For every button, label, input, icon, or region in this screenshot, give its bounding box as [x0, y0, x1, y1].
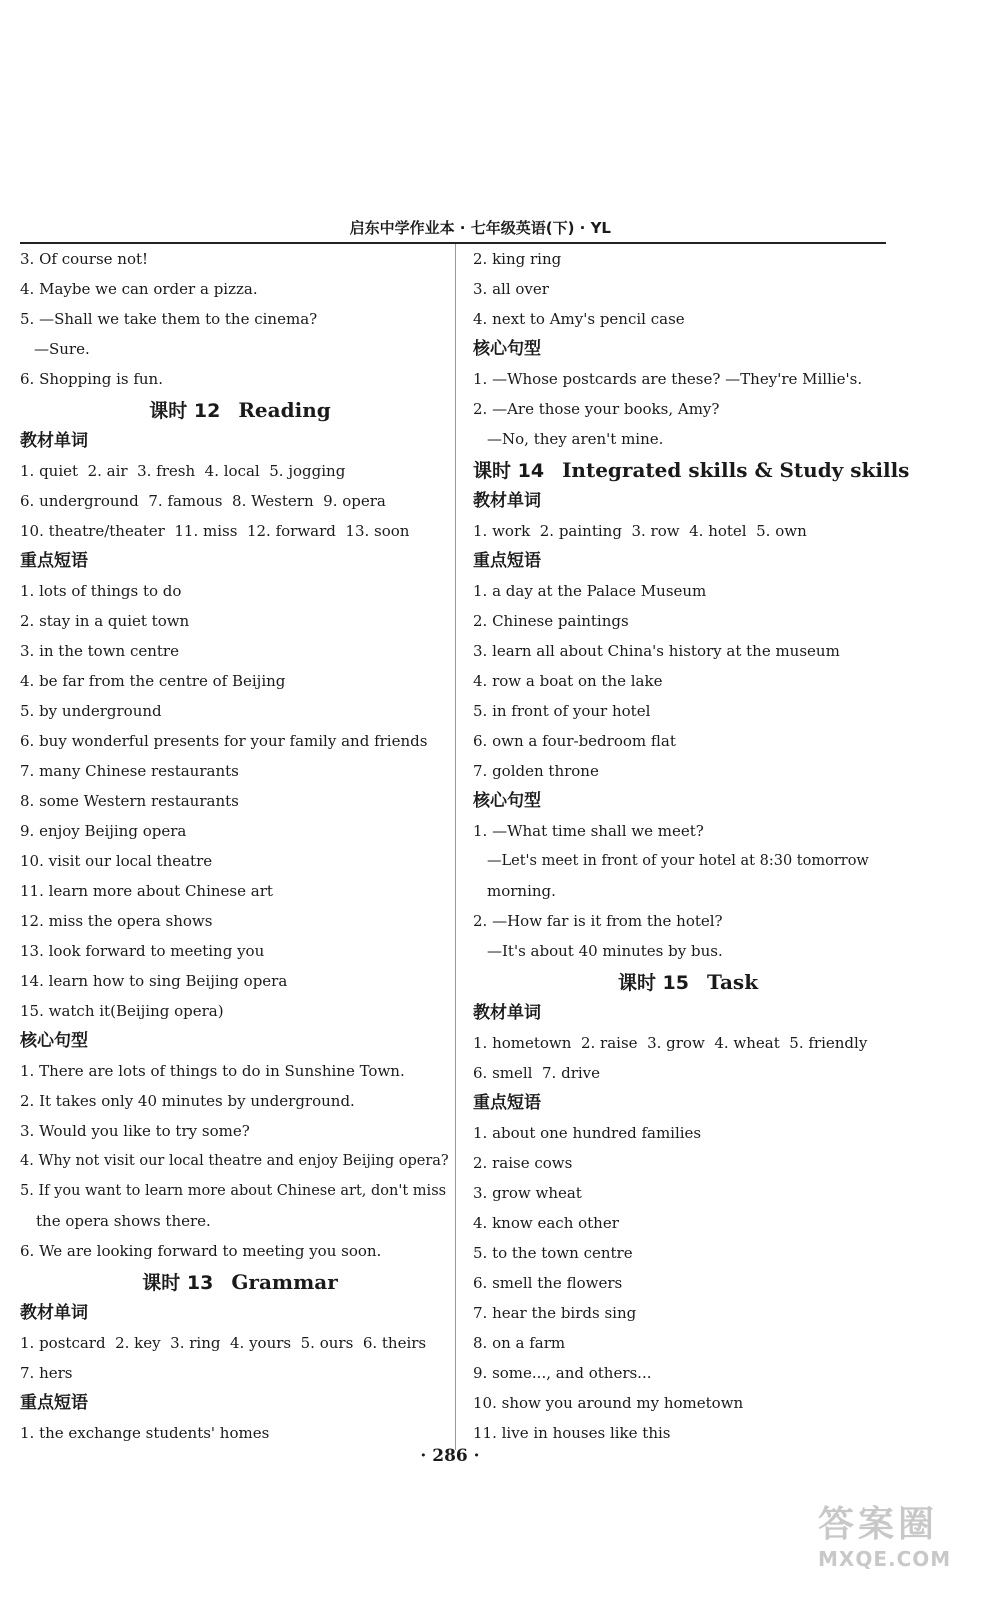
answer-line: 7. hers [20, 1364, 73, 1382]
answer-line: 5. If you want to learn more about Chinese art, don't miss [20, 1183, 447, 1199]
watermark-logo-text: 答案圈 [818, 1504, 939, 1545]
section-heading: 教材单词 [20, 1303, 88, 1323]
answer-line: 3. Of course not! [20, 250, 149, 268]
page-header [20, 212, 886, 244]
answer-line: 4. Maybe we can order a pizza. [20, 280, 258, 298]
answer-line: 1. —What time shall we meet? [473, 822, 704, 840]
lesson-12-title [20, 394, 460, 426]
section-heading: 教材单词 [20, 431, 88, 451]
answer-line: 4. next to Amy's pencil case [473, 310, 685, 328]
answer-line: 7. many Chinese restaurants [20, 762, 239, 780]
section-heading: 重点短语 [473, 1093, 541, 1113]
answer-line: 2. It takes only 40 minutes by underground. [20, 1092, 355, 1110]
lesson-number: 课时 15 [617, 972, 689, 994]
lesson-number: 课时 13 [142, 1272, 214, 1294]
section-heading: 教材单词 [473, 491, 541, 511]
answer-line: —Let's meet in front of your hotel at 8:30 tomorrow [487, 853, 869, 869]
answer-line: 5. in front of your hotel [473, 702, 651, 720]
answer-line: 1. There are lots of things to do in Sunshine Town. [20, 1062, 405, 1080]
lesson-name: Task [707, 970, 759, 994]
answer-line: 4. row a boat on the lake [473, 672, 663, 690]
book-title: 启东中学作业本 · 七年级英语(下) · YL [349, 219, 611, 237]
answer-line: 2. raise cows [473, 1154, 573, 1172]
answer-line: 6. own a four-bedroom flat [473, 732, 676, 750]
answer-line: —It's about 40 minutes by bus. [487, 942, 723, 960]
answer-line: 1. a day at the Palace Museum [473, 582, 707, 600]
answer-line: morning. [487, 882, 556, 900]
answer-line: 6. smell 7. drive [473, 1064, 601, 1082]
answer-line: 6. underground 7. famous 8. Western 9. opera [20, 492, 386, 510]
answer-line: 2. —How far is it from the hotel? [473, 912, 723, 930]
answer-line: 14. learn how to sing Beijing opera [20, 972, 288, 990]
answer-line: 4. be far from the centre of Beijing [20, 672, 286, 690]
answer-line: 15. watch it(Beijing opera) [20, 1002, 224, 1020]
answer-line: 3. Would you like to try some? [20, 1122, 250, 1140]
section-heading: 核心句型 [20, 1031, 88, 1051]
answer-line: the opera shows there. [36, 1212, 211, 1230]
answer-line: 3. all over [473, 280, 549, 298]
answer-line: 10. visit our local theatre [20, 852, 213, 870]
answer-line: —No, they aren't mine. [487, 430, 664, 448]
answer-line: 11. live in houses like this [473, 1424, 671, 1442]
answer-line: 13. look forward to meeting you [20, 942, 265, 960]
lesson-name: Integrated skills & Study skills [562, 458, 910, 482]
answer-line: 4. Why not visit our local theatre and enjoy Beijing opera? [20, 1153, 449, 1169]
answer-line: 6. smell the flowers [473, 1274, 623, 1292]
answer-line: 10. theatre/theater 11. miss 12. forward 13. soon [20, 522, 410, 540]
section-heading: 教材单词 [473, 1003, 541, 1023]
answer-line: 2. stay in a quiet town [20, 612, 190, 630]
answer-line: 1. quiet 2. air 3. fresh 4. local 5. jogging [20, 462, 346, 480]
lesson-number: 课时 12 [149, 400, 221, 422]
answer-line: 3. grow wheat [473, 1184, 582, 1202]
answer-line: 4. know each other [473, 1214, 619, 1232]
lesson-13-title [20, 1266, 460, 1298]
section-heading: 核心句型 [473, 791, 541, 811]
answer-line: 1. the exchange students' homes [20, 1424, 270, 1442]
section-heading: 重点短语 [473, 551, 541, 571]
answer-line: 12. miss the opera shows [20, 912, 213, 930]
answer-line: 9. some..., and others... [473, 1364, 652, 1382]
section-heading: 重点短语 [20, 1393, 88, 1413]
left-column [20, 244, 460, 1448]
answer-line: 9. enjoy Beijing opera [20, 822, 187, 840]
answer-line: 7. hear the birds sing [473, 1304, 637, 1322]
lesson-15-title [473, 966, 903, 998]
answer-line: 1. about one hundred families [473, 1124, 702, 1142]
answer-line: 2. —Are those your books, Amy? [473, 400, 720, 418]
answer-line: 1. postcard 2. key 3. ring 4. yours 5. ours 6. theirs [20, 1334, 427, 1352]
answer-line: 7. golden throne [473, 762, 599, 780]
answer-line: 1. lots of things to do [20, 582, 182, 600]
answer-line: 1. work 2. painting 3. row 4. hotel 5. own [473, 522, 807, 540]
answer-line: 6. Shopping is fun. [20, 370, 163, 388]
answer-line: 5. to the town centre [473, 1244, 633, 1262]
answer-line: 2. Chinese paintings [473, 612, 629, 630]
lesson-name: Reading [238, 398, 331, 422]
answer-line: 8. on a farm [473, 1334, 566, 1352]
answer-line: 8. some Western restaurants [20, 792, 239, 810]
page-number: · 286 · [420, 1446, 480, 1466]
answer-line: 5. by underground [20, 702, 162, 720]
answer-line: 11. learn more about Chinese art [20, 882, 273, 900]
answer-line: 3. in the town centre [20, 642, 179, 660]
lesson-14-title [473, 454, 910, 486]
lesson-number: 课时 14 [473, 460, 545, 482]
answer-line: 10. show you around my hometown [473, 1394, 744, 1412]
answer-line: 6. We are looking forward to meeting you soon. [20, 1242, 382, 1260]
site-watermark [818, 1496, 978, 1571]
section-heading: 核心句型 [473, 339, 541, 359]
answer-line: 3. learn all about China's history at the museum [473, 642, 840, 660]
answer-line: 1. —Whose postcards are these? —They're Millie's. [473, 370, 863, 388]
lesson-name: Grammar [231, 1270, 338, 1294]
right-column [473, 244, 910, 1448]
answer-line: 5. —Shall we take them to the cinema? [20, 310, 318, 328]
watermark-url: MXQE.COM [818, 1547, 952, 1571]
answer-line: 6. buy wonderful presents for your family and friends [20, 732, 428, 750]
answer-line: 1. hometown 2. raise 3. grow 4. wheat 5. friendly [473, 1034, 868, 1052]
section-heading: 重点短语 [20, 551, 88, 571]
answer-line: 2. king ring [473, 250, 562, 268]
answer-line: —Sure. [34, 340, 90, 358]
